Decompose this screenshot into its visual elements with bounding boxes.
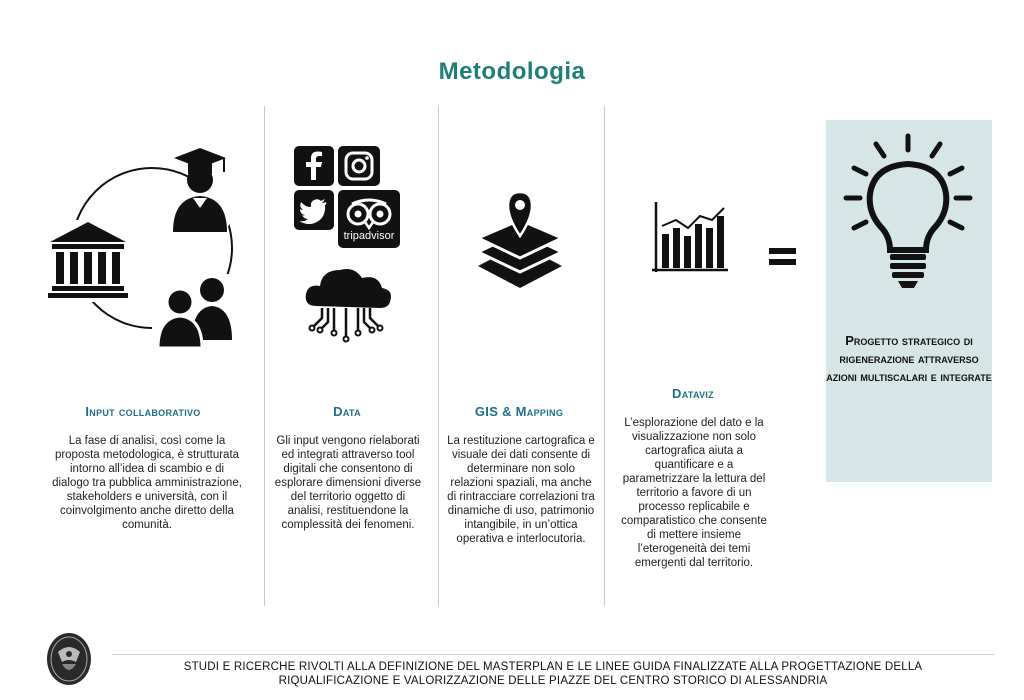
column-heading: Dataviz [672, 386, 714, 401]
column-heading: GIS & Mapping [474, 404, 564, 419]
footer-divider [112, 654, 994, 655]
lightbulb-icon [840, 132, 976, 292]
column-divider [438, 106, 439, 606]
page-title: Metodologia [438, 58, 586, 85]
column-description: La fase di analisi, così come la proposta metodologica, è strutturata intorno all’idea di scambio e di dialogo tra pubblica amministrazione, stakeholders e università, con il coinvolgimento anche diretto della comunità. [52, 435, 242, 531]
people-group-icon [152, 274, 236, 348]
column-divider [264, 106, 265, 606]
tripadvisor-icon [338, 190, 400, 248]
result-text: Progetto strategico di rigenerazione attraverso azioni multiscalari e integrate [826, 333, 992, 384]
map-layers-icon [474, 188, 566, 294]
column-heading: Data [333, 404, 361, 419]
collaboration-diagram-icon [40, 140, 255, 355]
graduate-icon [172, 148, 230, 232]
column-divider [604, 106, 605, 606]
university-seal-icon [46, 632, 92, 686]
tripadvisor-label: tripadvisor [343, 230, 395, 242]
footer-line-1: STUDI E RICERCHE RIVOLTI ALLA DEFINIZIONE DEL MASTERPLAN E LE LINEE GUIDA FINALIZZATE ALLA PROGETTAZIONE DELLA [183, 661, 923, 673]
column-description: L’esplorazione del dato e la visualizzazione non solo cartografica aiuta a quantificare e a parametrizzare la lettura del territorio a favore di un processo replicabile e comparatistico che consente di mettere insieme l’eterogeneità dei temi emergenti dal territorio. [621, 417, 767, 569]
institution-icon [44, 220, 128, 302]
column-description: La restituzione cartografica e visuale dei dati consente di determinare non solo relazioni spaziali, ma anche di rintracciare correlazioni tra dinamiche di uso, patrimonio intangibile, in un’ottica operativa e interlocutoria. [447, 435, 595, 545]
footer-caption [112, 660, 994, 688]
column-description: Gli input vengono rielaborati ed integrati attraverso tool digitali che consentono di esplorare dimensioni diverse del territorio oggetto di analisi, restituendone la complessità dei fenomeni. [274, 435, 422, 531]
footer-line-2: RIQUALIFICAZIONE E VALORIZZAZIONE DELLE PIAZZE DEL CENTRO STORICO DI ALESSANDRIA [278, 675, 828, 687]
column-heading: Input collaborativo [85, 404, 201, 419]
instagram-icon [338, 146, 380, 186]
twitter-icon [294, 190, 334, 230]
facebook-icon [294, 146, 334, 186]
bar-chart-icon [648, 198, 732, 278]
equals-icon [769, 248, 797, 266]
cloud-network-icon [300, 262, 396, 348]
result-box [826, 120, 992, 482]
